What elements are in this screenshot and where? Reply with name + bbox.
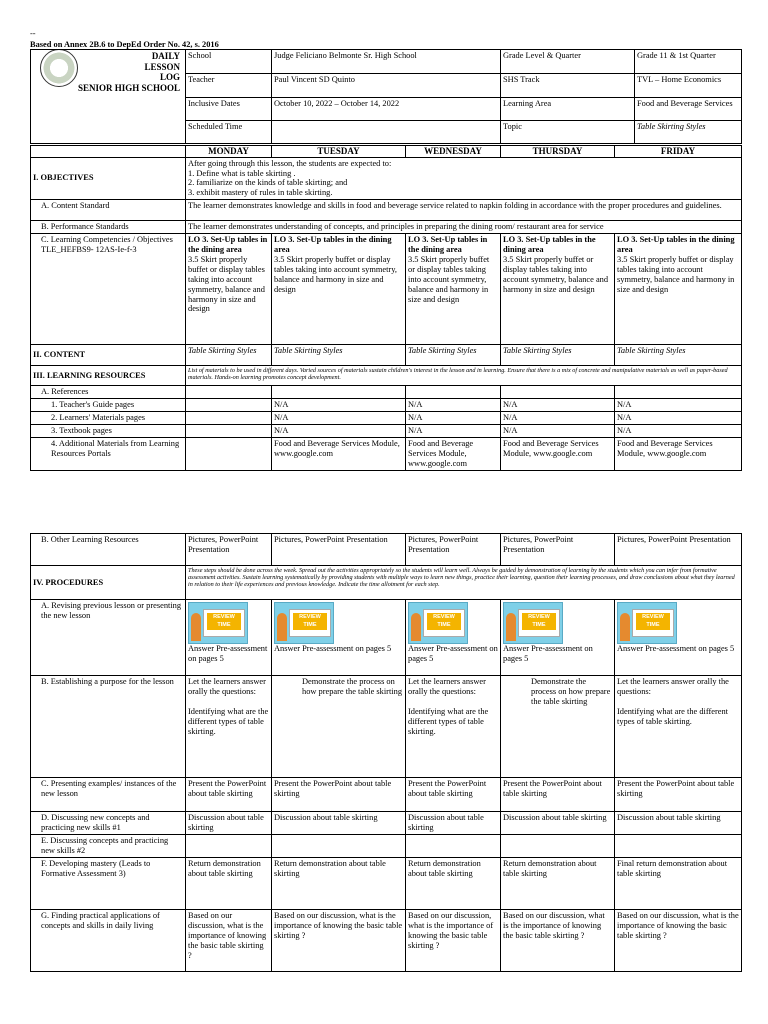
performance-standards-label: B. Performance Standards	[31, 221, 186, 234]
track-value: TVL – Home Economics	[635, 74, 742, 98]
competencies-label: C. Learning Competencies / Objectives TLE_HEFBS9- 12AS-Ie-f-3	[31, 234, 186, 345]
content-standard-label: A. Content Standard	[31, 200, 186, 221]
competency-thursday: LO 3. Set-Up tables in the dining area 3.5 Skirt properly buffet or display tables taking into account symmetry, balance and harmony in size and design	[501, 234, 615, 345]
competency-tuesday: LO 3. Set-Up tables in the dining area 3.5 Skirt properly buffet or display tables taking into account symmetry, balance and harmony in size and design	[272, 234, 406, 345]
competency-friday: LO 3. Set-Up tables in the dining area 3.5 Skirt properly buffet or display tables taking into account symmetry, balance and harmony in size and design	[615, 234, 742, 345]
review-time-image: REVIEW TIME	[274, 602, 334, 644]
day-thursday: THURSDAY	[501, 146, 615, 158]
resources-label: III. LEARNING RESOURCES	[31, 366, 186, 386]
grade-value: Grade 11 & 1st Quarter	[635, 50, 742, 74]
dates-value: October 10, 2022 – October 14, 2022	[272, 98, 501, 121]
area-value: Food and Beverage Services	[635, 98, 742, 121]
track-label: SHS Track	[501, 74, 635, 98]
additional-materials-label: 4. Additional Materials from Learning Resources Portals	[31, 437, 186, 470]
tg-pages-label: 1. Teacher's Guide pages	[31, 399, 186, 412]
day-friday: FRIDAY	[615, 146, 742, 158]
textbook-pages-label: 3. Textbook pages	[31, 424, 186, 437]
proc-a-wednesday: REVIEW TIME Answer Pre-assessment on pages 5	[406, 600, 501, 676]
objectives-label: I. OBJECTIVES	[31, 157, 186, 200]
school-value: Judge Feliciano Belmonte Sr. High School	[272, 50, 501, 74]
proc-b-label: B. Establishing a purpose for the lesson	[31, 676, 186, 778]
topic-value: Table Skirting Styles	[635, 121, 742, 144]
title-daily: DAILY	[151, 51, 180, 61]
title-lesson: LESSON	[144, 61, 180, 72]
content-wednesday: Table Skirting Styles	[406, 345, 501, 366]
other-resources-label: B. Other Learning Resources	[31, 534, 186, 566]
dll-title-cell	[31, 50, 186, 144]
objectives-text: After going through this lesson, the students are expected to: 1. Define what is table skirting . 2. familiarize on the kinds of table skirting; and 3. exhibit mastery of rules in table skirting.	[186, 157, 742, 200]
proc-f-label: F. Developing mastery (Leads to Formative Assessment 3)	[31, 858, 186, 910]
proc-a-thursday: REVIEW TIME Answer Pre-assessment on pages 5	[501, 600, 615, 676]
topic-label: Topic	[501, 121, 635, 144]
proc-a-tuesday: REVIEW TIME Answer Pre-assessment on pages 5	[272, 600, 406, 676]
content-monday: Table Skirting Styles	[186, 345, 272, 366]
performance-standards-text: The learner demonstrates understanding of concepts, and principles in preparing the dining room/ restaurant area for service	[186, 221, 742, 234]
competency-monday: LO 3. Set-Up tables in the dining area 3.5 Skirt properly buffet or display tables taking into account symmetry, balance and harmony in size and design	[186, 234, 272, 345]
proc-a-friday: REVIEW TIME Answer Pre-assessment on pages 5	[615, 600, 742, 676]
proc-a-label: A. Revising previous lesson or presenting the new lesson	[31, 600, 186, 676]
area-label: Learning Area	[501, 98, 635, 121]
proc-a-monday: REVIEW TIME Answer Pre-assessment on pages 5	[186, 600, 272, 676]
content-tuesday: Table Skirting Styles	[272, 345, 406, 366]
deped-basis: Based on Annex 2B.6 to DepEd Order No. 42, s. 2016	[30, 40, 219, 49]
review-time-image: REVIEW TIME	[188, 602, 248, 644]
content-label: II. CONTENT	[31, 345, 186, 366]
proc-d-label: D. Discussing new concepts and practicing new skills #1	[31, 812, 186, 835]
time-label: Scheduled Time	[186, 121, 272, 144]
day-monday: MONDAY	[186, 146, 272, 158]
resources-note: List of materials to be used in different days. Varied sources of materials sustain children's interest in the lesson and in learning. Ensure that there is a mix of concrete and manipulative materials as well as paper-based materials. Hands-on learning promotes concept development.	[186, 366, 742, 386]
top-mark: --	[30, 29, 36, 38]
content-friday: Table Skirting Styles	[615, 345, 742, 366]
grade-label: Grade Level & Quarter	[501, 50, 635, 74]
header-info-table	[30, 49, 742, 144]
review-time-image: REVIEW TIME	[408, 602, 468, 644]
school-label: School	[186, 50, 272, 74]
title-log: LOG	[159, 72, 180, 83]
lm-pages-label: 2. Learners' Materials pages	[31, 411, 186, 424]
dates-label: Inclusive Dates	[186, 98, 272, 121]
lesson-table-page1: MONDAY TUESDAY WEDNESDAY THURSDAY FRIDAY I. OBJECTIVES After going through this lesson, the students are expected to: 1. Define what is table skirting . 2. familiarize on the kinds of table skirting; and 3. exhibit mastery of rules in table skirting. A. Content Standard The learner demonstrates knowledge and skills in food and beverage service related to napkin folding in accordance with the proper procedures and guidelines. B. Performance Standards The learner demonstrates understanding of concepts, and principles in preparing the dining room/ restaurant area for service C. Learning Competencies / Objectives TLE_HEFBS9- 12AS-Ie-f-3 LO 3. Set-Up tables in the dining area 3.5 Skirt properly buffet or display tables taking into account symmetry, balance and harmony in size and design LO 3. Set-Up tables in the dining area 3.5 Skirt properly buffet or display tables taking into account symmetry, balance and harmony in size and design LO 3. Set-Up tables in the dining area 3.5 Skirt properly buffet or display tables taking into account symmetry, balance and harmony in size and design LO 3. Set-Up tables in the dining area 3.5 Skirt properly buffet or display tables taking into account symmetry, balance and harmony in size and design LO 3. Set-Up tables in the dining area 3.5 Skirt properly buffet or display tables taking into account symmetry, balance and harmony in size and design II. CONTENT Table Skirting Styles Table Skirting Styles Table Skirting Styles Table Skirting Styles Table Skirting Styles III. LEARNING RESOURCES List of materials to be used in different days. Varied sources of materials sustain children's interest in the lesson and in learning. Ensure that there is a mix of concrete and manipulative materials as well as paper-based materials. Hands-on learning promotes concept development. A. References 1. Teacher's Guide pages N/A N/A N/A N/A 2. Learners' Materials pages N/A N/A N/A N/A 3. Textbook pages N/A N/A N/A N/A 4. Additional Materials from Learning Resources Portals Food and Beverage Services Module, www.google.com Food and Beverage Services Module, www.google.com Food and Beverage Services Module, www.google.com Food and Beverage Services Module, www.google.com	[30, 145, 742, 471]
time-value	[272, 121, 501, 144]
day-tuesday: TUESDAY	[272, 146, 406, 158]
teacher-label: Teacher	[186, 74, 272, 98]
procedures-label: IV. PROCEDURES	[31, 566, 186, 600]
competency-wednesday: LO 3. Set-Up tables in the dining area 3.5 Skirt properly buffet or display tables taking into account symmetry, balance and harmony in size and design	[406, 234, 501, 345]
procedures-note: These steps should be done across the week. Spread out the activities appropriately so the students will learn well. Always be guided by demonstration of learning by the students which you can infer from formative assessment activities. Sustain learning systematically by providing students with multiple ways to learn new things, practice their learning, question their learning processes, and draw conclusions about what they learned in relation to their life experiences and previous knowledge. Indicate the time allotment for each step.	[186, 566, 742, 600]
proc-e-label: E. Discussing concepts and practicing new skills #2	[31, 835, 186, 858]
teacher-value: Paul Vincent SD Quinto	[272, 74, 501, 98]
proc-g-label: G. Finding practical applications of concepts and skills in daily living	[31, 910, 186, 972]
review-time-image: REVIEW TIME	[503, 602, 563, 644]
proc-c-label: C. Presenting examples/ instances of the new lesson	[31, 778, 186, 812]
references-label: A. References	[31, 386, 186, 399]
day-wednesday: WEDNESDAY	[406, 146, 501, 158]
content-standard-text: The learner demonstrates knowledge and skills in food and beverage service related to napkin folding in accordance with the proper procedures and guidelines.	[186, 200, 742, 221]
review-time-image: REVIEW TIME	[617, 602, 677, 644]
title-shs: SENIOR HIGH SCHOOL	[77, 82, 180, 93]
content-thursday: Table Skirting Styles	[501, 345, 615, 366]
lesson-table-page2: B. Other Learning Resources Pictures, PowerPoint Presentation Pictures, PowerPoint Presentation Pictures, PowerPoint Presentation Pictures, PowerPoint Presentation Pictures, PowerPoint Presentation IV. PROCEDURES These steps should be done across the week. Spread out the activities appropriately so the students will learn well. Always be guided by demonstration of learning by the students which you can infer from formative assessment activities. Sustain learning systematically by providing students with multiple ways to learn new things, practice their learning, question their learning processes, and draw conclusions about what they learned in relation to their life experiences and previous knowledge. Indicate the time allotment for each step. A. Revising previous lesson or presenting the new lesson REVIEW TIME Answer Pre-assessment on pages 5 REVIEW TIME Answer Pre-assessment on pages 5 REVIEW TIME Answer Pre-assessment on pages 5 REVIEW TIME Answer Pre-assessment on pages 5 REVIEW TIME Answer Pre-assessment on pages 5 B. Establishing a purpose for the lesson Let the learners answer orally the questions: Identifying what are the different types of table skirting. Demonstrate the process on how prepare the table skirting Let the learners answer orally the questions: Identifying what are the different types of table skirting. Demonstrate the process on how prepare the table skirting Let the learners answer orally the questions: Identifying what are the different types of table skirting. C. Presenting examples/ instances of the new lesson Present the PowerPoint about table skirting Present the PowerPoint about table skirting Present the PowerPoint about table skirting Present the PowerPoint about table skirting Present the PowerPoint about table skirting D. Discussing new concepts and practicing new skills #1 Discussion about table skirting Discussion about table skirting Discussion about table skirting Discussion about table skirting Discussion about table skirting E. Discussing concepts and practicing new skills #2 F. Developing mastery (Leads to Formative Assessment 3) Return demonstration about table skirting Return demonstration about table skirting Return demonstration about table skirting Return demonstration about table skirting Final return demonstration about table skirting G. Finding practical applications of concepts and skills in daily living Based on our discussion, what is the importance of knowing the basic table skirting ? Based on our discussion, what is the importance of knowing the basic table skirting ? Based on our discussion, what is the importance of knowing the basic table skirting ? Based on our discussion, what is the importance of knowing the basic table skirting ? Based on our discussion, what is the importance of knowing the basic table skirting ?	[30, 533, 742, 972]
